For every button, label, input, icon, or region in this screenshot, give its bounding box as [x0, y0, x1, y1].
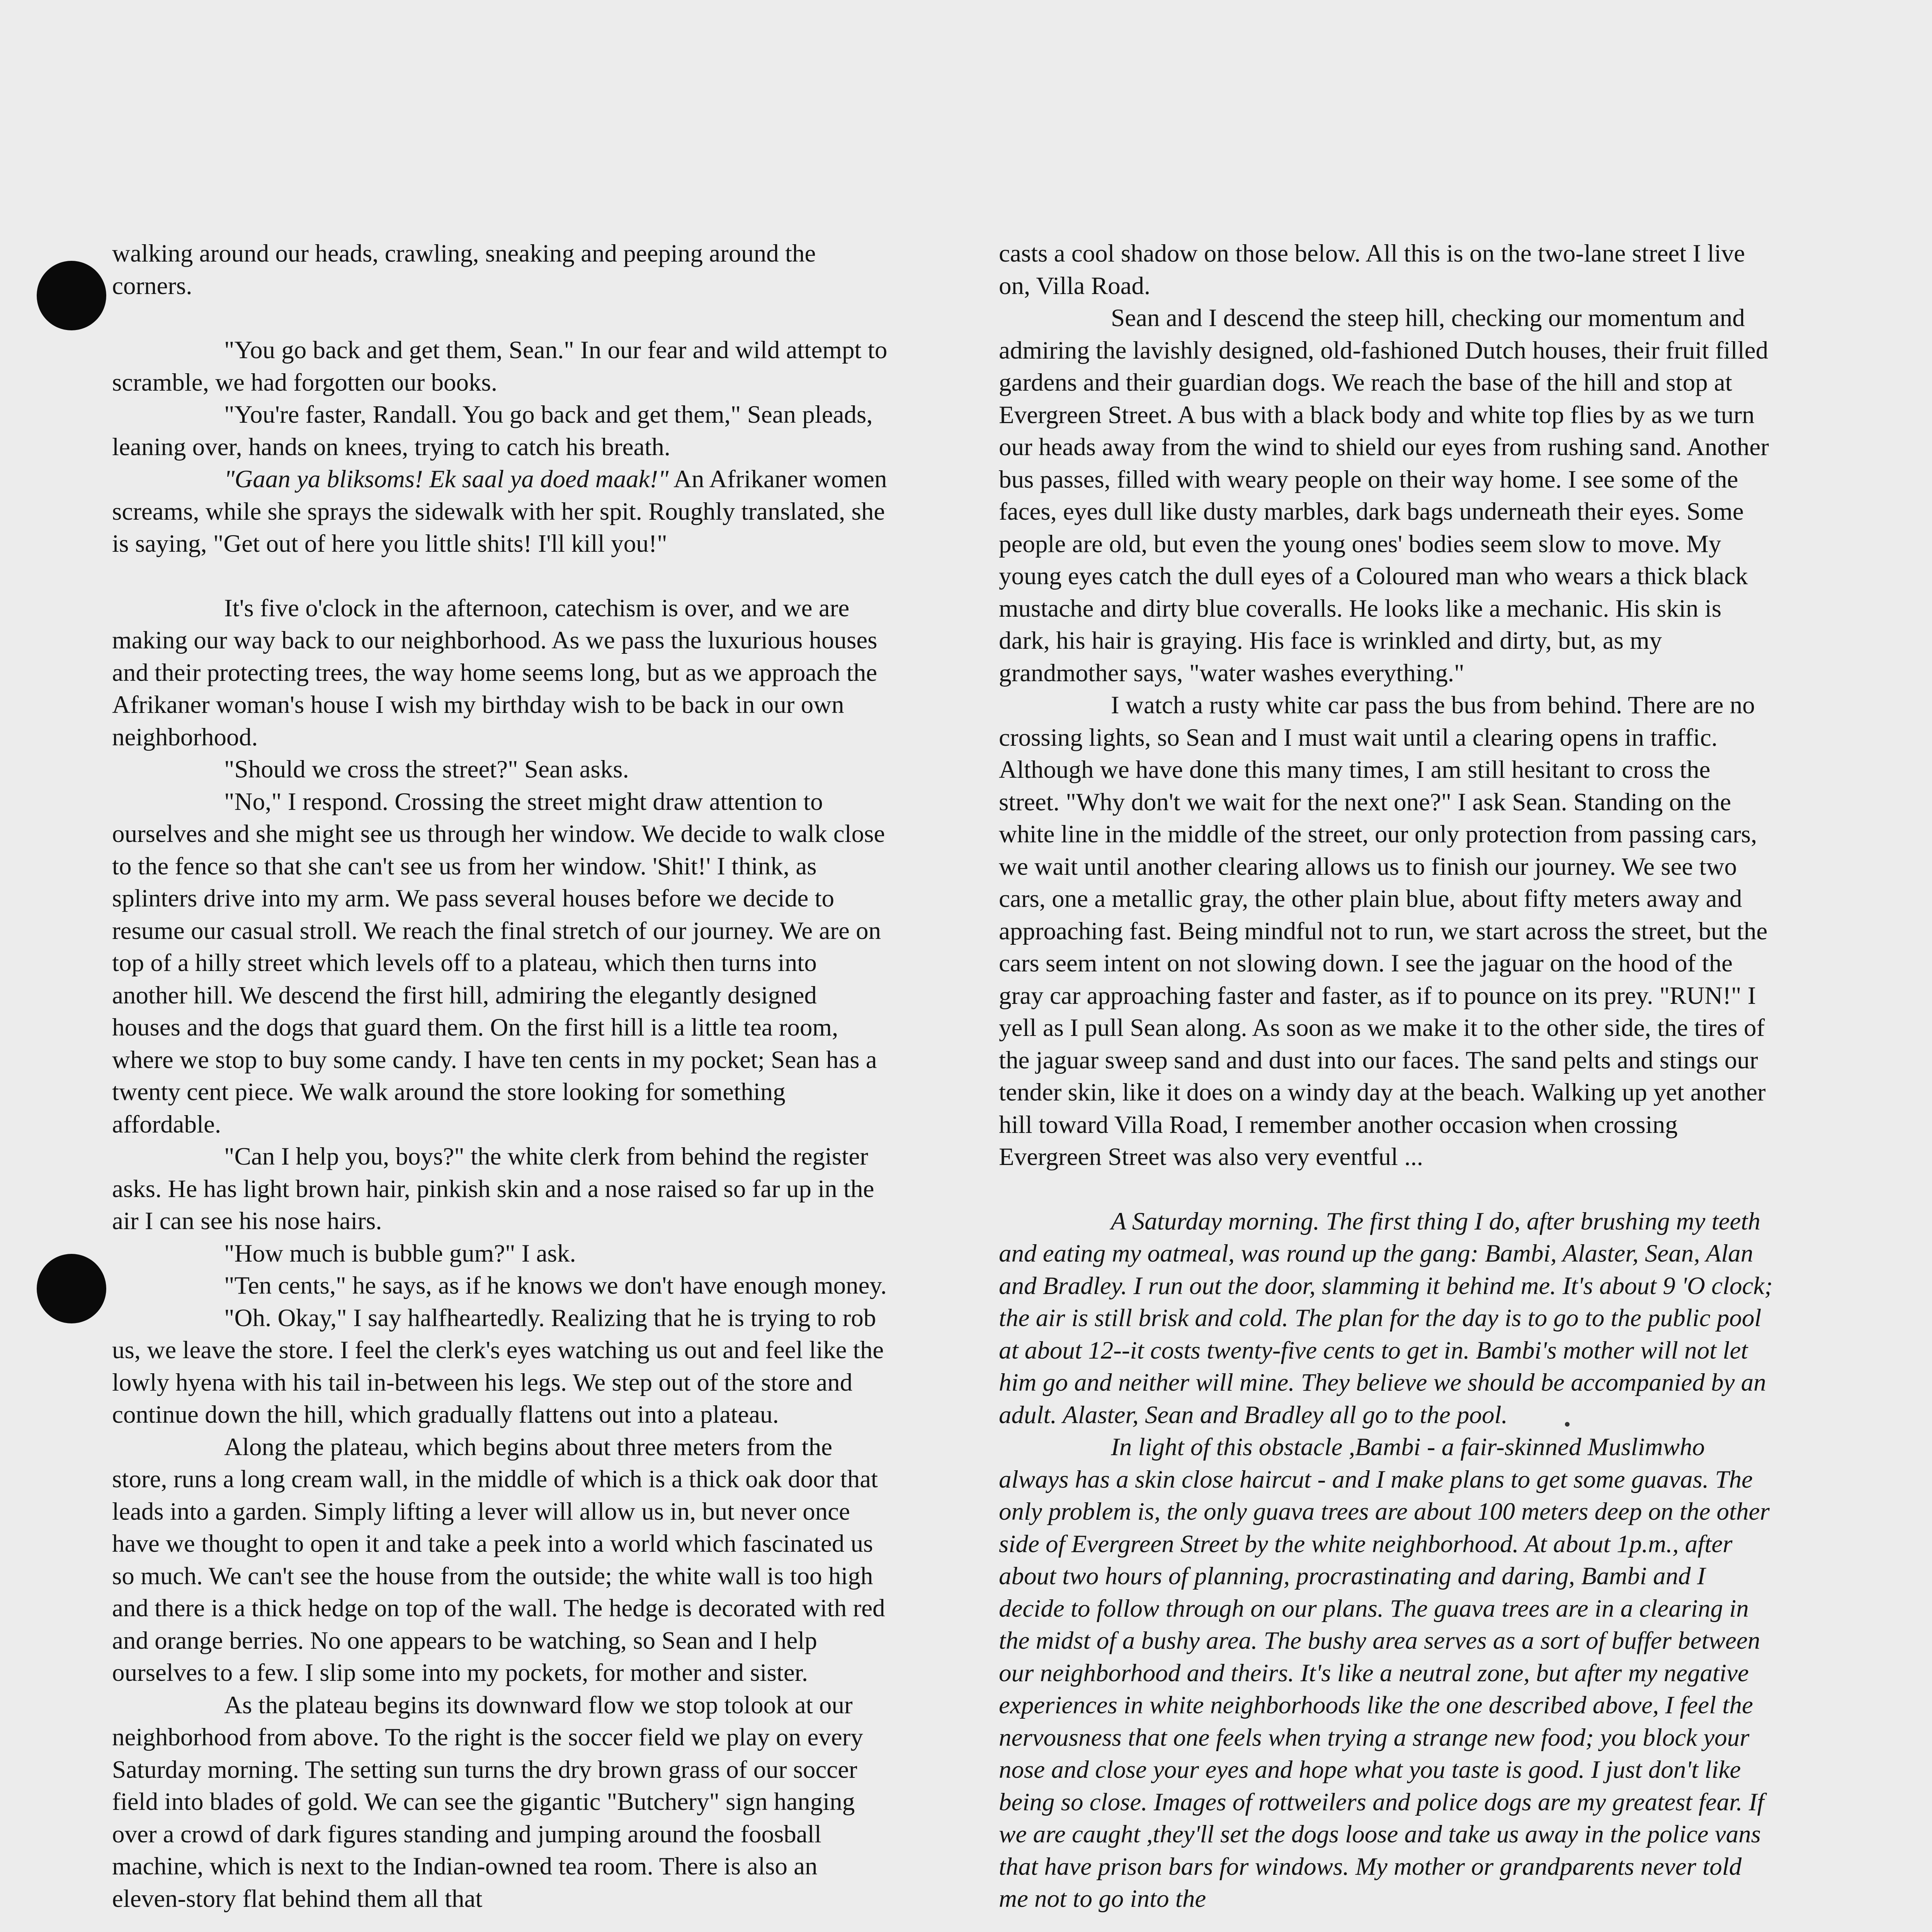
- paragraph: Sean and I descend the steep hill, checking our momentum and admiring the lavishly designed, old-fashioned Dutch houses, their fruit filled gardens and their guardian dogs. We reach the base of the hill and stop at Evergreen Street. A bus with a black body and white top flies by as we turn our heads away from the wind to shield our eyes from rushing sand. Another bus passes, filled with weary people on their way home. I see some of the faces, eyes dull like dusty marbles, dark bags underneath their eyes. Some people are old, but even the young ones' bodies seem slow to move. My young eyes catch the dull eyes of a Coloured man who wears a thick black mustache and dirty blue coveralls. He looks like a mechanic. His skin is dark, his hair is graying. His face is wrinkled and dirty, but, as my grandmother says, "water washes everything.": [999, 304, 1769, 687]
- paragraph: "You're faster, Randall. You go back and get them," Sean pleads, leaning over, hands on knees, trying to catch his breath.: [112, 401, 873, 461]
- afrikaans-quote: "Gaan ya bliksoms! Ek saal ya doed maak!": [224, 465, 669, 493]
- paragraph: It's five o'clock in the afternoon, catechism is over, and we are making our way back to our neighborhood. As we pass the luxurious houses and their protecting trees, the way home seems long, but as we approach the Afrikaner woman's house I wish my birthday wish to be back in our own neighborhood.: [112, 594, 878, 751]
- paragraph: "How much is bubble gum?" I ask.: [224, 1239, 576, 1267]
- paragraph: As the plateau begins its downward flow we stop tolook at our neighborhood from above. To the right is the soccer field we play on every Saturday morning. The setting sun turns the dry brown grass of our soccer field into blades of gold. We can see the gigantic "Butchery" sign hanging over a crowd of dark figures standing and jumping around the foosball machine, which is next to the Indian-owned tea room. There is also an eleven-story flat behind them all that: [112, 1691, 863, 1913]
- paragraph: "Ten cents," he says, as if he knows we don't have enough money.: [224, 1272, 887, 1299]
- paragraph: "You go back and get them, Sean." In our fear and wild attempt to scramble, we had forgotten our books.: [112, 336, 888, 396]
- binder-hole-middle: [37, 1254, 106, 1323]
- paragraph: [112, 463, 889, 560]
- paragraph-text: An Afrikaner women screams, while she sprays the sidewalk with her spit. Roughly translated, she is saying, "Get out of here you little shits! I'll kill you!": [112, 465, 887, 558]
- paragraph: "Can I help you, boys?" the white clerk from behind the register asks. He has light brown hair, pinkish skin and a nose raised so far up in the air I can see his nose hairs.: [112, 1143, 874, 1235]
- paragraph: walking around our heads, crawling, sneaking and peeping around the corners.: [112, 240, 816, 300]
- paragraph: "No," I respond. Crossing the street might draw attention to ourselves and she might see us through her window. We decide to walk close to the fence so that she can't see us from her window. 'Shit!' I think, as splinters drive into my arm. We pass several houses before we decide to resume our casual stroll. We reach the final stretch of our journey. We are on top of a hilly street which levels off to a plateau, which then turns into another hill. We descend the first hill, admiring the elegantly designed houses and the dogs that guard them. On the first hill is a little tea room, where we stop to buy some candy. I have ten cents in my pocket; Sean has a twenty cent piece. We walk around the store looking for something affordable.: [112, 787, 885, 1138]
- italic-paragraph: A Saturday morning. The first thing I do, after brushing my teeth and eating my oatmeal, was round up the gang: Bambi, Alaster, Sean, Alan and Bradley. I run out the door, slamming it behind me. It's about 9 'O clock; the air is still brisk and cold. The plan for the day is to go to the public pool at about 12--it costs twenty-five cents to get in. Bambi's mother will not let him go and neither will mine. They believe we should be accompanied by an adult. Alaster, Sean and Bradley all go to the pool.: [999, 1207, 1773, 1429]
- left-column: [112, 238, 889, 1915]
- italic-paragraph: In light of this obstacle ,Bambi - a fair-skinned Muslimwho always has a skin close haircut - and I make plans to get some guavas. The only problem is, the only guava trees are about 100 meters deep on the other side of Evergreen Street by the white neighborhood. At about 1p.m., after about two hours of planning, procrastinating and daring, Bambi and I decide to follow through on our plans. The guava trees are in a clearing in the midst of a bushy area. The bushy area serves as a sort of buffer between our neighborhood and theirs. It's like a neutral zone, but after my negative experiences in white neighborhoods like the one described above, I feel the nervousness that one feels when trying a strange new food; you block your nose and close your eyes and hope what you taste is good. I just don't like being so close. Images of rottweilers and police dogs are my greatest fear. If we are caught ,they'll set the dogs loose and take us away in the police vans that have prison bars for windows. My mother or grandparents never told me not to go into the: [999, 1433, 1770, 1913]
- paragraph: I watch a rusty white car pass the bus from behind. There are no crossing lights, so Sean and I must wait until a clearing opens in traffic. Although we have done this many times, I am still hesitant to cross the street. "Why don't we wait for the next one?" I ask Sean. Standing on the white line in the middle of the street, our only protection from passing cars, we wait until another clearing allows us to finish our journey. We see two cars, one a metallic gray, the other plain blue, about fifty meters away and approaching fast. Being mindful not to run, we start across the street, but the cars seem intent on not slowing down. I see the jaguar on the hood of the gray car approaching faster and faster, as if to pounce on its prey. "RUN!" I yell as I pull Sean along. As soon as we make it to the other side, the tires of the jaguar sweep sand and dust into our faces. The sand pelts and stings our tender skin, like it does on a windy day at the beach. Walking up yet another hill toward Villa Road, I remember another occasion when crossing Evergreen Street was also very eventful ...: [999, 691, 1768, 1171]
- paragraph: "Oh. Okay," I say halfheartedly. Realizing that he is trying to rob us, we leave the store. I feel the clerk's eyes watching us out and feel like the lowly hyena with his tail in-between his legs. We step out of the store and continue down the hill, which gradually flattens out into a plateau.: [112, 1304, 884, 1429]
- paragraph: casts a cool shadow on those below. All this is on the two-lane street I live on, Villa Road.: [999, 240, 1745, 300]
- paragraph: Along the plateau, which begins about three meters from the store, runs a long cream wall, in the middle of which is a thick oak door that leads into a garden. Simply lifting a lever will allow us in, but never once have we thought to open it and take a peek into a world which fascinated us so much. We can't see the house from the outside; the white wall is too high and there is a thick hedge on top of the wall. The hedge is decorated with red and orange berries. No one appears to be watching, so Sean and I help ourselves to a few. I slip some into my pockets, for mother and sister.: [112, 1433, 885, 1687]
- right-column: [999, 238, 1776, 1915]
- stray-mark: [1565, 1422, 1570, 1427]
- binder-hole-top: [37, 261, 106, 330]
- paragraph: "Should we cross the street?" Sean asks.: [224, 755, 629, 783]
